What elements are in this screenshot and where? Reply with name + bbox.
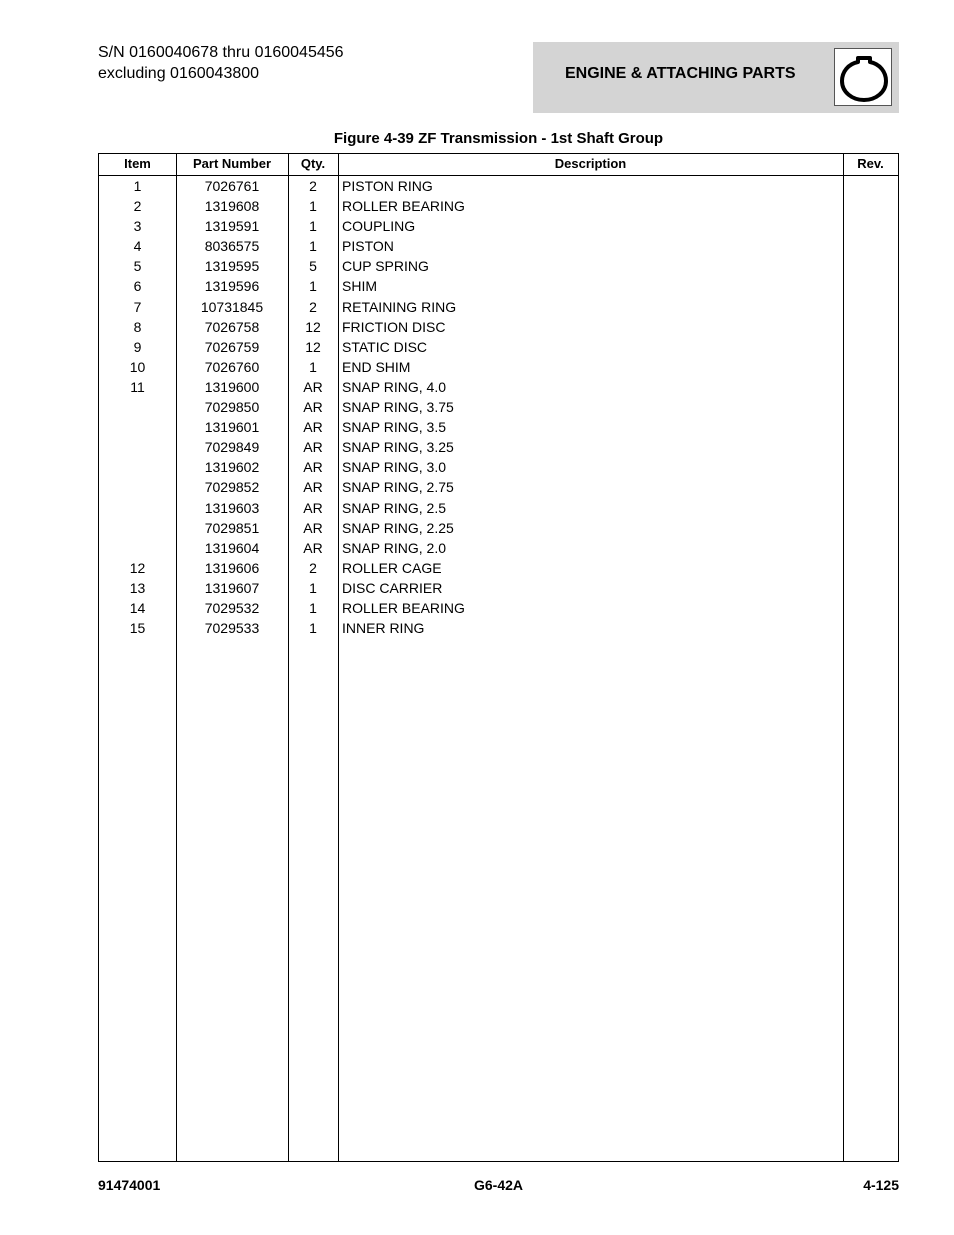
table-row: [99, 357, 898, 377]
part-number-cell: 7029532: [204, 599, 260, 616]
description-cell: ROLLER BEARING: [342, 599, 465, 616]
description-cell: SNAP RING, 2.5: [342, 499, 447, 516]
description-cell: END SHIM: [342, 358, 411, 375]
item-cell: 3: [133, 218, 142, 235]
description-cell: SNAP RING, 3.75: [342, 399, 454, 416]
table-row: [99, 397, 898, 417]
table-row: [99, 276, 898, 296]
qty-cell: AR: [303, 499, 323, 516]
item-cell: 7: [133, 298, 142, 315]
table-row: [99, 437, 898, 457]
part-number-cell: 10731845: [200, 298, 264, 315]
part-number-cell: 1319602: [204, 459, 260, 476]
part-number-cell: 7029850: [204, 399, 260, 416]
description-cell: SNAP RING, 2.75: [342, 479, 454, 496]
qty-cell: 1: [309, 278, 317, 295]
table-row: [99, 337, 898, 357]
part-number-cell: 1319595: [204, 258, 260, 275]
serial-range: [98, 42, 344, 84]
part-number-cell: 7029851: [204, 519, 260, 536]
part-number-cell: 7026761: [204, 178, 260, 194]
qty-cell: 2: [309, 559, 317, 576]
description-cell: STATIC DISC: [342, 338, 428, 355]
qty-cell: 1: [309, 198, 317, 215]
part-number-cell: 7029533: [204, 620, 260, 637]
header-description: Description: [554, 156, 627, 171]
item-cell: 1: [133, 178, 142, 194]
item-cell: 5: [133, 258, 142, 275]
section-header: [533, 42, 899, 113]
qty-cell: AR: [303, 419, 323, 436]
table-row: [99, 196, 898, 216]
table-row: [99, 216, 898, 236]
table-row: [99, 618, 898, 638]
header-rev: Rev.: [857, 156, 884, 171]
part-number-cell: 1319600: [204, 378, 260, 395]
qty-cell: 5: [309, 258, 317, 275]
item-cell: 2: [133, 198, 142, 215]
table-row: [99, 457, 898, 477]
description-cell: FRICTION DISC: [342, 318, 446, 335]
part-number-cell: 7026760: [204, 358, 260, 375]
description-cell: RETAINING RING: [342, 298, 457, 315]
part-number-cell: 8036575: [204, 238, 260, 255]
qty-cell: 12: [305, 338, 321, 355]
description-cell: SHIM: [342, 278, 377, 295]
part-number-cell: 1319604: [204, 539, 260, 556]
item-cell: 14: [129, 599, 146, 616]
part-number-cell: 1319601: [204, 419, 260, 436]
description-cell: PISTON RING: [342, 178, 433, 194]
part-number-cell: 7029849: [204, 439, 260, 456]
description-cell: SNAP RING, 3.0: [342, 459, 447, 476]
qty-cell: AR: [303, 378, 323, 395]
item-cell: 12: [129, 559, 146, 576]
header-item: Item: [124, 156, 151, 171]
header-qty: Qty.: [300, 156, 326, 171]
item-cell: 10: [129, 358, 146, 375]
description-cell: SNAP RING, 4.0: [342, 378, 447, 395]
serial-line-2: excluding 0160043800: [98, 65, 260, 82]
qty-cell: AR: [303, 459, 323, 476]
description-cell: SNAP RING, 2.0: [342, 539, 447, 556]
table-row: [99, 297, 898, 317]
description-cell: SNAP RING, 3.25: [342, 439, 454, 456]
qty-cell: AR: [303, 399, 323, 416]
part-number-cell: 1319603: [204, 499, 260, 516]
description-cell: DISC CARRIER: [342, 579, 443, 596]
parts-table: [98, 153, 899, 1162]
table-row: [99, 578, 898, 598]
qty-cell: 2: [309, 178, 317, 194]
qty-cell: AR: [303, 519, 323, 536]
description-cell: INNER RING: [342, 620, 425, 637]
table-row: [99, 377, 898, 397]
qty-cell: AR: [303, 539, 323, 556]
item-cell: 11: [130, 378, 145, 395]
item-cell: 13: [129, 579, 146, 596]
table-row: [99, 256, 898, 276]
description-cell: COUPLING: [342, 218, 416, 235]
table-row: [99, 477, 898, 497]
qty-cell: 2: [309, 298, 317, 315]
part-number-cell: 7029852: [204, 479, 260, 496]
part-number-cell: 1319606: [204, 559, 260, 576]
model-code: G6-42A: [473, 1177, 524, 1193]
table-row: [99, 176, 898, 196]
table-row: [99, 317, 898, 337]
description-cell: ROLLER BEARING: [342, 198, 465, 215]
part-number-cell: 1319591: [204, 218, 260, 235]
qty-cell: 12: [305, 318, 321, 335]
page-number: 4-125: [863, 1177, 899, 1193]
table-row: [99, 538, 898, 558]
item-cell: 6: [133, 278, 142, 295]
item-cell: 9: [133, 338, 142, 355]
item-cell: 8: [133, 318, 142, 335]
figure-title: Figure 4-39 ZF Transmission - 1st Shaft Group: [333, 130, 664, 147]
section-title: ENGINE & ATTACHING PARTS: [565, 65, 796, 82]
table-row: [99, 498, 898, 518]
item-cell: 4: [133, 238, 142, 255]
qty-cell: 1: [309, 238, 317, 255]
item-cell: 15: [129, 620, 146, 637]
table-row: [99, 558, 898, 578]
table-row: [99, 518, 898, 538]
table-body: [99, 176, 898, 638]
description-cell: CUP SPRING: [342, 258, 429, 275]
table-row: [99, 236, 898, 256]
qty-cell: 1: [309, 358, 317, 375]
serial-line-1: S/N 0160040678 thru 0160045456: [98, 44, 344, 61]
description-cell: SNAP RING, 2.25: [342, 519, 454, 536]
qty-cell: 1: [309, 620, 317, 637]
part-number-cell: 1319596: [204, 278, 260, 295]
part-number-cell: 1319607: [204, 579, 260, 596]
engine-icon: [835, 49, 893, 107]
part-number-cell: 7026759: [204, 338, 260, 355]
qty-cell: 1: [309, 579, 317, 596]
description-cell: SNAP RING, 3.5: [342, 419, 447, 436]
qty-cell: AR: [303, 439, 323, 456]
description-cell: ROLLER CAGE: [342, 559, 442, 576]
table-row: [99, 417, 898, 437]
qty-cell: 1: [309, 218, 317, 235]
description-cell: PISTON: [342, 238, 394, 255]
doc-number: 91474001: [98, 1177, 161, 1193]
qty-cell: 1: [309, 599, 317, 616]
table-row: [99, 598, 898, 618]
qty-cell: AR: [303, 479, 323, 496]
header-part-number: Part Number: [192, 156, 272, 171]
part-number-cell: 7026758: [204, 318, 260, 335]
part-number-cell: 1319608: [204, 198, 260, 215]
engine-icon-frame: [834, 48, 892, 106]
